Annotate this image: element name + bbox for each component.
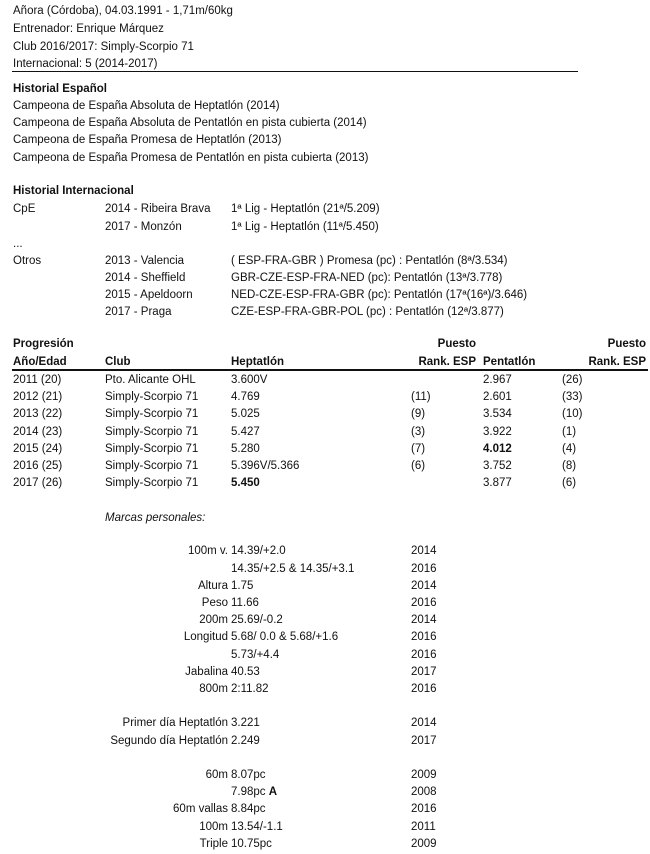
intl-result: 1ª Lig - Heptatlón (21ª/5.209) xyxy=(231,203,380,215)
puesto-header: Puesto xyxy=(437,338,476,350)
marca-value: 11.66 xyxy=(231,597,259,609)
intl-result: NED-CZE-ESP-FRA-GBR (pc): Pentatlón (17ª(16ª)/3.646) xyxy=(231,289,528,301)
marca-value: 3.221 xyxy=(231,717,260,729)
marca-label: 200m xyxy=(199,614,228,626)
cell-rank-pent: (1) xyxy=(562,426,577,438)
list-item: Campeona de España Absoluta de Heptatlón (2014) xyxy=(13,100,280,112)
marca-year: 2014 xyxy=(411,614,437,626)
marca-value: 1.75 xyxy=(231,580,254,592)
cell-pentatlon: 2.601 xyxy=(483,391,512,403)
marca-year: 2009 xyxy=(411,838,437,850)
marca-value: 10.75pc xyxy=(231,838,272,850)
marca-label: Longitud xyxy=(183,631,228,643)
marca-label: Jabalina xyxy=(185,666,228,678)
marca-year: 2008 xyxy=(411,786,437,798)
marca-label: 60m xyxy=(205,769,228,781)
marca-label: Peso xyxy=(201,597,228,609)
intl-category: CpE xyxy=(13,203,36,215)
cell-rank-pent: (8) xyxy=(562,460,577,472)
marca-year: 2016 xyxy=(411,803,437,815)
intl-result: ( ESP-FRA-GBR ) Promesa (pc) : Pentatlón (8ª/3.534) xyxy=(231,255,508,267)
athlete-club: Club 2016/2017: Simply-Scorpio 71 xyxy=(13,41,194,53)
marca-year: 2016 xyxy=(411,631,437,643)
cell-club: Simply-Scorpio 71 xyxy=(105,460,199,472)
marca-value: 14.39/+2.0 xyxy=(231,545,286,557)
intl-result: CZE-ESP-FRA-GBR-POL (pc) : Pentatlón (12ª/3.877) xyxy=(231,306,504,318)
marca-value: 25.69/-0.2 xyxy=(231,614,283,626)
progresion-divider xyxy=(12,369,648,371)
marca-value: 8.07pc xyxy=(231,769,266,781)
marca-label: 60m vallas xyxy=(173,803,228,815)
marca-value xyxy=(231,785,277,799)
cell-rank-pent: (4) xyxy=(562,443,577,455)
intl-event: 2013 - Valencia xyxy=(105,255,185,267)
cell-rank-pent: (6) xyxy=(562,477,577,489)
cell-club: Simply-Scorpio 71 xyxy=(105,443,199,455)
intl-event: 2017 - Monzón xyxy=(105,221,182,233)
marca-value: 13.54/-1.1 xyxy=(231,821,283,833)
marca-year: 2016 xyxy=(411,649,437,661)
marca-value: 2.249 xyxy=(231,735,260,747)
marca-label: 100m xyxy=(199,821,228,833)
cell-year: 2012 (21) xyxy=(13,391,63,403)
marca-value: 2:11.82 xyxy=(231,683,269,695)
cell-pentatlon: 3.922 xyxy=(483,426,512,438)
marca-label: Triple xyxy=(199,838,228,850)
intl-category: Otros xyxy=(13,255,42,267)
cell-heptatlon: 5.396V/5.366 xyxy=(231,460,300,472)
cell-pentatlon: 3.534 xyxy=(483,408,512,420)
marca-year: 2009 xyxy=(411,769,437,781)
cell-year: 2015 (24) xyxy=(13,443,63,455)
cell-club: Simply-Scorpio 71 xyxy=(105,391,199,403)
intl-result: 1ª Lig - Heptatlón (11ª/5.450) xyxy=(231,221,379,233)
cell-rank-pent: (26) xyxy=(562,374,583,386)
cell-rank-hept: (11) xyxy=(411,391,431,403)
intl-event: 2015 - Apeldoorn xyxy=(105,289,193,301)
intl-event: 2014 - Sheffield xyxy=(105,272,186,284)
marca-year: 2016 xyxy=(411,683,437,695)
marca-year: 2014 xyxy=(411,545,437,557)
marca-value: 5.73/+4.4 xyxy=(231,649,280,661)
marca-label: Segundo día Heptatlón xyxy=(110,735,228,747)
cell-year: 2011 (20) xyxy=(13,374,62,386)
cell-rank-hept: (9) xyxy=(411,408,426,420)
list-item: Campeona de España Promesa de Pentatlón en pista cubierta (2013) xyxy=(13,152,369,164)
historial-espanol-title: Historial Español xyxy=(13,83,107,95)
rank-esp-header: Rank. ESP xyxy=(588,356,646,368)
intl-event: 2014 - Ribeira Brava xyxy=(105,203,211,215)
cell-rank-hept: (3) xyxy=(411,426,426,438)
list-item: Campeona de España Absoluta de Pentatlón en pista cubierta (2014) xyxy=(13,117,367,129)
marca-label: Altura xyxy=(197,580,228,592)
marca-label: 800m xyxy=(199,683,228,695)
intl-result: GBR-CZE-ESP-FRA-NED (pc): Pentatlón (13ª/3.778) xyxy=(231,272,503,284)
cell-heptatlon: 5.280 xyxy=(231,443,260,455)
cell-pentatlon-best: 4.012 xyxy=(483,443,512,455)
marca-value: 5.68/ 0.0 & 5.68/+1.6 xyxy=(231,631,339,643)
cell-heptatlon: 3.600V xyxy=(231,374,268,386)
marca-label: 100m v. xyxy=(187,545,228,557)
cell-pentatlon: 3.877 xyxy=(483,477,512,489)
athlete-international: Internacional: 5 (2014-2017) xyxy=(13,58,158,70)
cell-heptatlon: 5.025 xyxy=(231,408,260,420)
cell-rank-pent: (33) xyxy=(562,391,583,403)
cell-club: Simply-Scorpio 71 xyxy=(105,477,199,489)
cell-heptatlon: 5.427 xyxy=(231,426,260,438)
marca-year: 2017 xyxy=(411,666,437,678)
header-divider xyxy=(12,71,578,72)
progresion-title: Progresión xyxy=(13,338,74,350)
historial-internacional-title: Historial Internacional xyxy=(13,185,134,197)
puesto-header: Puesto xyxy=(607,338,646,350)
cell-year: 2016 (25) xyxy=(13,460,63,472)
cell-club: Pto. Alicante OHL xyxy=(105,374,196,386)
athlete-birth-info: Añora (Córdoba), 04.03.1991 - 1,71m/60kg xyxy=(13,5,233,17)
marca-year: 2011 xyxy=(411,821,436,833)
cell-pentatlon: 3.752 xyxy=(483,460,512,472)
cell-heptatlon: 4.769 xyxy=(231,391,260,403)
cell-club: Simply-Scorpio 71 xyxy=(105,408,199,420)
cell-rank-hept: (7) xyxy=(411,443,426,455)
marca-year: 2014 xyxy=(411,580,437,592)
marca-year: 2016 xyxy=(411,563,437,575)
intl-event: 2017 - Praga xyxy=(105,306,172,318)
heptatlon-header: Heptatlón xyxy=(231,356,285,368)
intl-ellipsis: ... xyxy=(13,238,23,250)
marca-label: Primer día Heptatlón xyxy=(122,717,228,729)
club-header: Club xyxy=(105,356,131,368)
cell-rank-pent: (10) xyxy=(562,408,583,420)
anio-edad-header: Año/Edad xyxy=(13,356,67,368)
pentatlon-header: Pentatlón xyxy=(483,356,536,368)
cell-rank-hept: (6) xyxy=(411,460,426,472)
athlete-coach: Entrenador: Enrique Márquez xyxy=(13,23,164,35)
marca-year: 2017 xyxy=(411,735,437,747)
altitude-flag: A xyxy=(268,786,278,798)
cell-pentatlon: 2.967 xyxy=(483,374,512,386)
list-item: Campeona de España Promesa de Heptatlón (2013) xyxy=(13,134,282,146)
cell-year: 2013 (22) xyxy=(13,408,63,420)
marca-year: 2016 xyxy=(411,597,437,609)
cell-club: Simply-Scorpio 71 xyxy=(105,426,199,438)
marca-value-text: 7.98pc xyxy=(231,786,266,798)
cell-year: 2014 (23) xyxy=(13,426,63,438)
marcas-title: Marcas personales: xyxy=(105,512,206,524)
marca-value: 8.84pc xyxy=(231,803,266,815)
marca-value: 40.53 xyxy=(231,666,260,678)
marca-year: 2014 xyxy=(411,717,437,729)
marca-value: 14.35/+2.5 & 14.35/+3.1 xyxy=(231,563,355,575)
cell-heptatlon-best: 5.450 xyxy=(231,477,260,489)
rank-esp-header: Rank. ESP xyxy=(418,356,476,368)
cell-year: 2017 (26) xyxy=(13,477,63,489)
